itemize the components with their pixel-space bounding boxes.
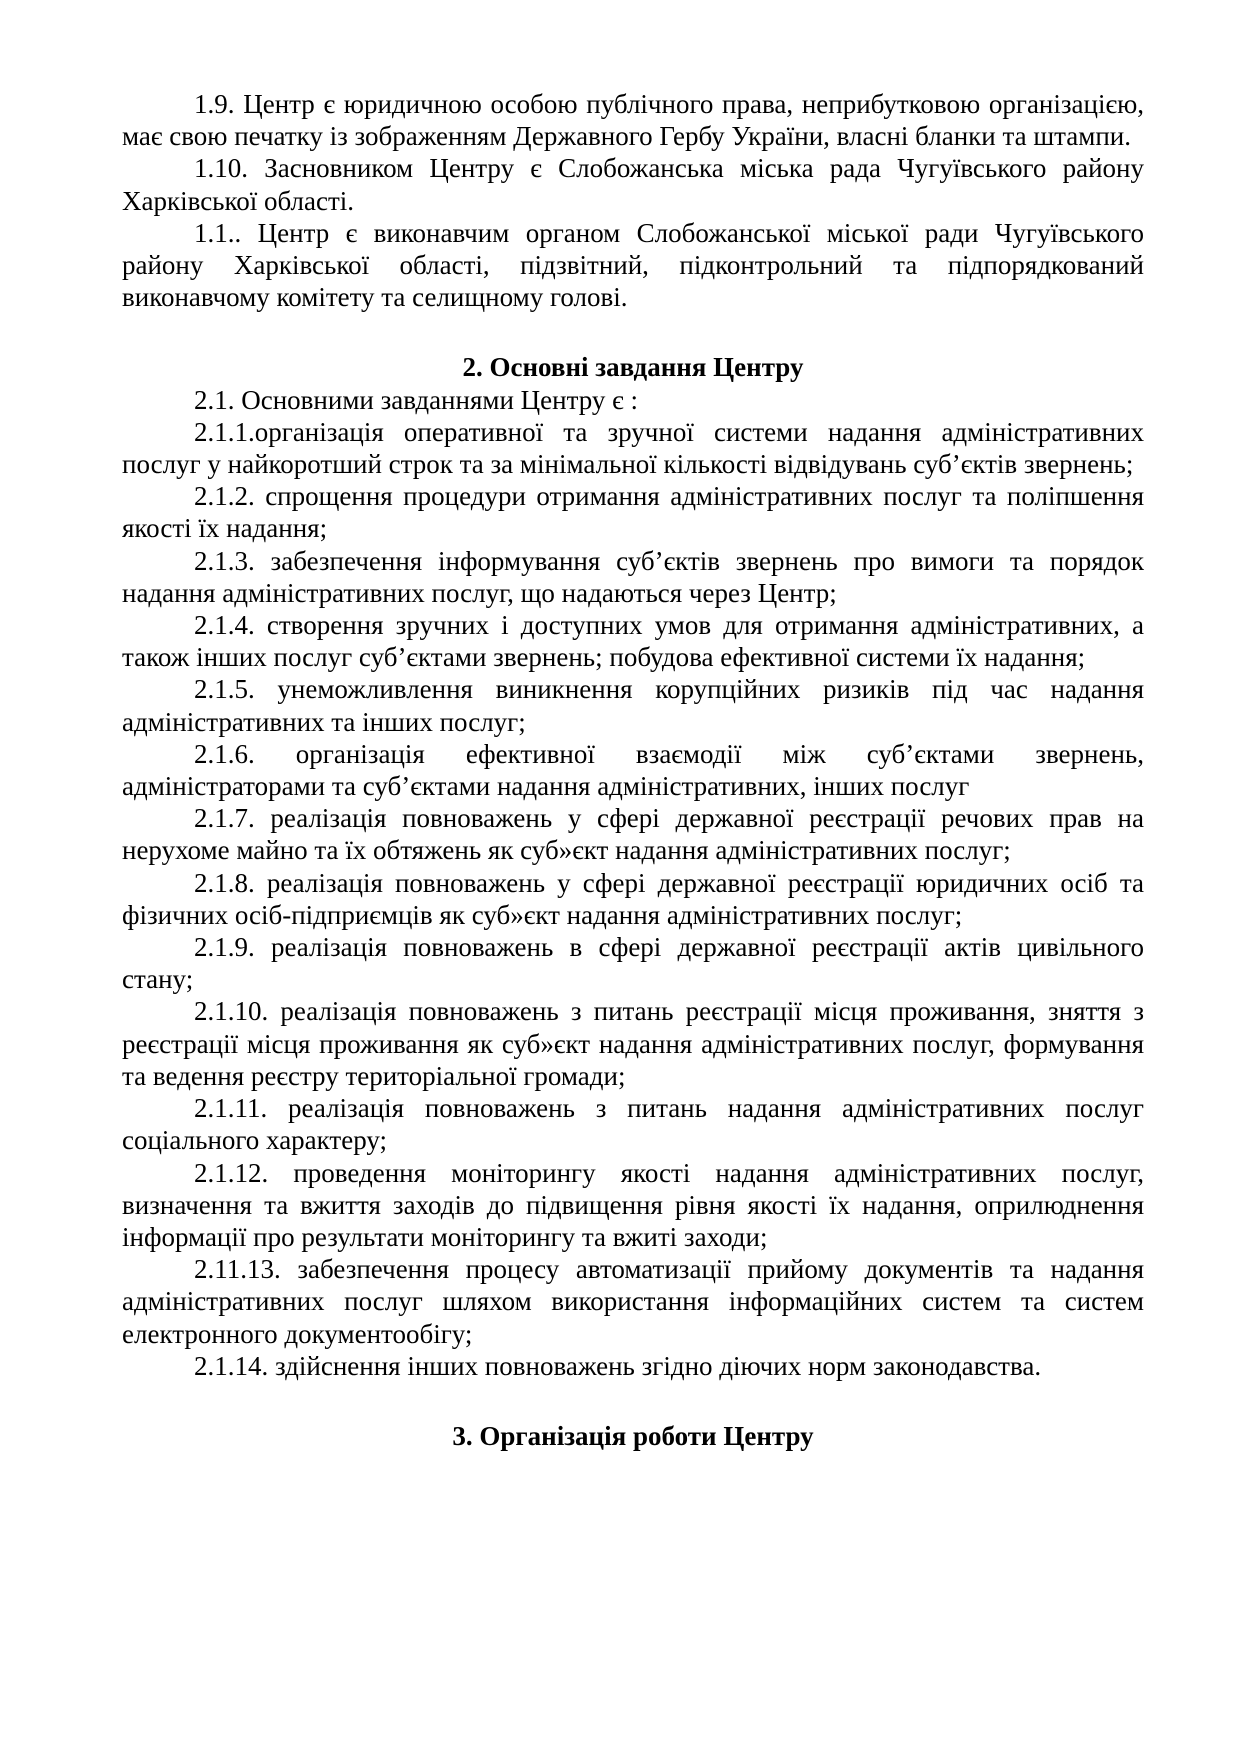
paragraph-1-10: 1.10. Засновником Центру є Слобожанська міська рада Чугуївського району Харківської області. xyxy=(122,153,1144,216)
list-item-2-1-9: 2.1.9. реалізація повноважень в сфері державної реєстрації актів цивільного стану; xyxy=(122,932,1144,995)
document-body xyxy=(122,88,1144,1452)
list-item-2-1-6: 2.1.6. організація ефективної взаємодії між суб’єктами звернень, адміністраторами та суб’єктами надання адміністративних, інших послуг xyxy=(122,738,1144,802)
list-item-2-1-10: 2.1.10. реалізація повноважень з питань реєстрації місця проживання, зняття з реєстрації місця проживання як суб»єкт надання адміністративних послуг, формування та ведення реєстру територіальної громади; xyxy=(122,996,1144,1091)
list-item-2-1-14: 2.1.14. здійснення інших повноважень згідно діючих норм законодавства. xyxy=(194,1350,1042,1381)
list-item-2-11-13: 2.11.13. забезпечення процесу автоматизації прийому документів та надання адміністративних послуг шляхом використання інформаційних систем та систем електронного документообігу; xyxy=(122,1254,1144,1349)
paragraph-1-9: 1.9. Центр є юридичною особою публічного права, неприбутковою організацією, має свою печатку із зображенням Державного Гербу України, власні бланки та штампи. xyxy=(122,89,1144,152)
list-item-2-1-4: 2.1.4. створення зручних і доступних умов для отримання адміністративних, а також інших послуг суб’єктами звернень; побудова ефективної системи їх надання; xyxy=(122,610,1144,673)
section-2-heading: 2. Основні завдання Центру xyxy=(462,352,804,383)
list-item-2-1-8: 2.1.8. реалізація повноважень у сфері державної реєстрації юридичних осіб та фізичних осіб-підприємців як суб»єкт надання адміністративних послуг; xyxy=(122,867,1144,930)
list-item-2-1-5: 2.1.5. унеможливлення виникнення корупційних ризиків під час надання адміністративних та інших послуг; xyxy=(122,674,1144,737)
list-item-2-1-3: 2.1.3. забезпечення інформування суб’єктів звернень про вимоги та порядок надання адміністративних послуг, що надаються через Центр; xyxy=(122,545,1144,608)
spacer xyxy=(122,313,1144,351)
list-item-2-1-2: 2.1.2. спрощення процедури отримання адміністративних послуг та поліпшення якості їх надання; xyxy=(122,481,1144,544)
paragraph-1-11: 1.1.. Центр є виконавчим органом Слобожанської міської ради Чугуївського району Харківської області, підзвітний, підконтрольний та підпорядкований виконавчому комітету та селищному голові. xyxy=(122,217,1144,313)
list-item-2-1-1: 2.1.1.організація оперативної та зручної системи надання адміністративних послуг у найкоротший строк та за мінімальної кількості відвідувань суб’єктів звернень; xyxy=(122,416,1144,480)
list-item-2-1-7: 2.1.7. реалізація повноважень у сфері державної реєстрації речових прав на нерухоме майно та їх обтяжень як суб»єкт надання адміністративних послуг; xyxy=(122,803,1144,866)
section-3-heading: 3. Організація роботи Центру xyxy=(452,1420,814,1451)
list-item-2-1-12: 2.1.12. проведення моніторингу якості надання адміністративних послуг, визначення та вжиття заходів до підвищення рівня якості їх надання, оприлюднення інформації про результати моніторингу та вжиті заходи; xyxy=(122,1157,1144,1252)
spacer xyxy=(122,1382,1144,1420)
list-item-2-1-11: 2.1.11. реалізація повноважень з питань надання адміністративних послуг соціального характеру; xyxy=(122,1093,1144,1156)
section-2-intro: 2.1. Основними завданнями Центру є : xyxy=(194,384,638,415)
